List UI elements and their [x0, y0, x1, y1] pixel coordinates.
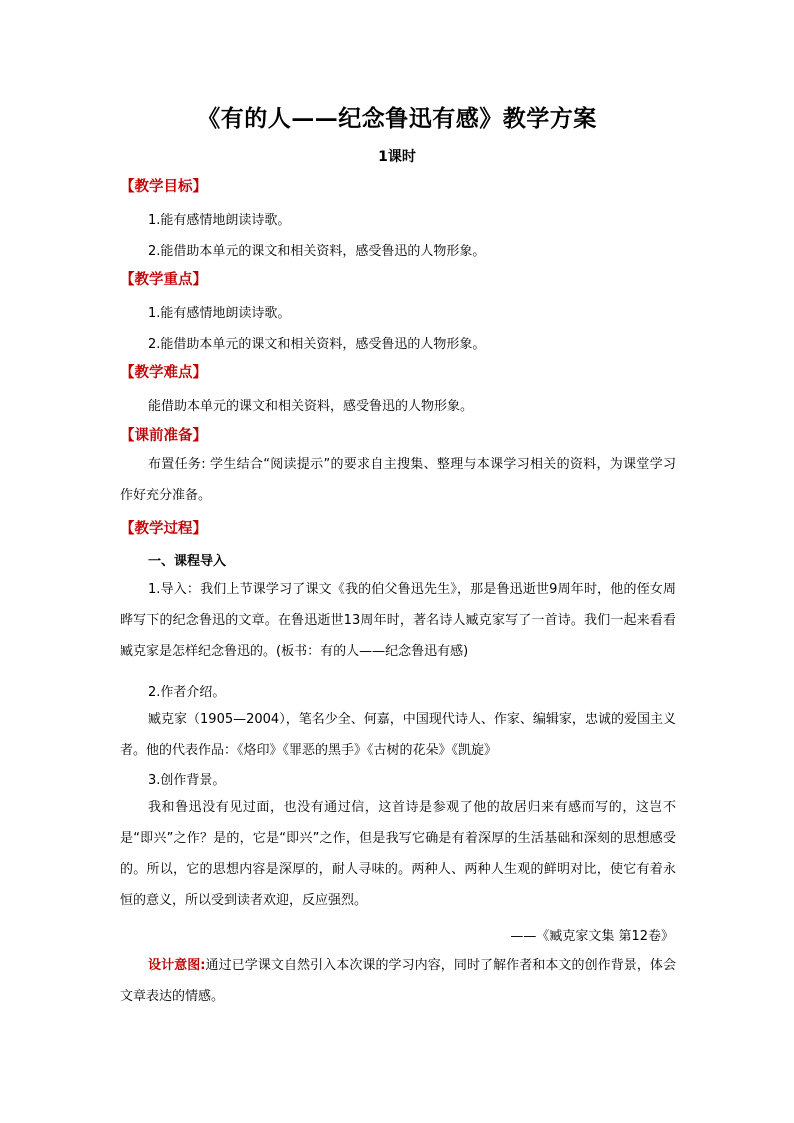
design-intent-text: 通过已学课文自然引入本次课的学习内容，同时了解作者和本文的创作背景，体会文章表达的情感。 [120, 958, 676, 1004]
process-part-title: 一、课程导入 [148, 554, 227, 569]
preparation-paragraph: 布置任务: 学生结合“阅读提示”的要求自主搜集、整理与本课学习相关的资料，为课堂学习作好充分准备。 [120, 457, 676, 503]
author-paragraph: 臧克家（1905—2004），笔名少全、何嘉，中国现代诗人、作家、编辑家，忠诚的爱国主义者。他的代表作品：《烙印》《罪恶的黑手》《古树的花朵》《凯旋》 [120, 712, 676, 758]
author-subtitle: 2.作者介绍。 [148, 685, 226, 700]
goal-item: 2.能借助本单元的课文和相关资料，感受鲁迅的人物形象。 [148, 244, 486, 259]
citation: ——《臧克家文集 第12卷》 [510, 929, 674, 944]
section-heading-process: 【教学过程】 [120, 521, 207, 537]
goal-item: 1.能有感情地朗读诗歌。 [148, 213, 291, 228]
section-heading-difficulties: 【教学难点】 [120, 365, 207, 381]
background-subtitle: 3.创作背景。 [148, 773, 226, 788]
section-heading-key-points: 【教学重点】 [120, 272, 207, 288]
design-intent-paragraph [120, 950, 676, 1012]
document-title: 《有的人——纪念鲁迅有感》教学方案 [197, 105, 597, 132]
section-heading-goals: 【教学目标】 [120, 179, 207, 195]
key-point-item: 2.能借助本单元的课文和相关资料，感受鲁迅的人物形象。 [148, 337, 486, 352]
section-heading-preparation: 【课前准备】 [120, 428, 207, 444]
background-paragraph: 我和鲁迅没有见过面，也没有通过信，这首诗是参观了他的故居归来有感而写的，这岂不是“即兴”之作？是的，它是“即兴”之作，但是我写它确是有着深厚的生活基础和深刻的思想感受的。所以，它的思想内容是深厚的，耐人寻味的。两种人、两种人生观的鲜明对比，使它有着永恒的意义，所以受到读者欢迎，反应强烈。 [120, 800, 676, 908]
intro-paragraph: 1.导入：我们上节课学习了课文《我的伯父鲁迅先生》，那是鲁迅逝世9周年时，他的侄女周晔写下的纪念鲁迅的文章。在鲁迅逝世13周年时，著名诗人臧克家写了一首诗。我们一起来看看臧克家是怎样纪念鲁迅的。(板书：有的人——纪念鲁迅有感) [120, 582, 676, 659]
key-point-item: 1.能有感情地朗读诗歌。 [148, 306, 291, 321]
design-intent-label: 设计意图: [148, 958, 206, 973]
difficulty-text: 能借助本单元的课文和相关资料，感受鲁迅的人物形象。 [148, 399, 474, 414]
document-subtitle: 1课时 [378, 149, 416, 165]
